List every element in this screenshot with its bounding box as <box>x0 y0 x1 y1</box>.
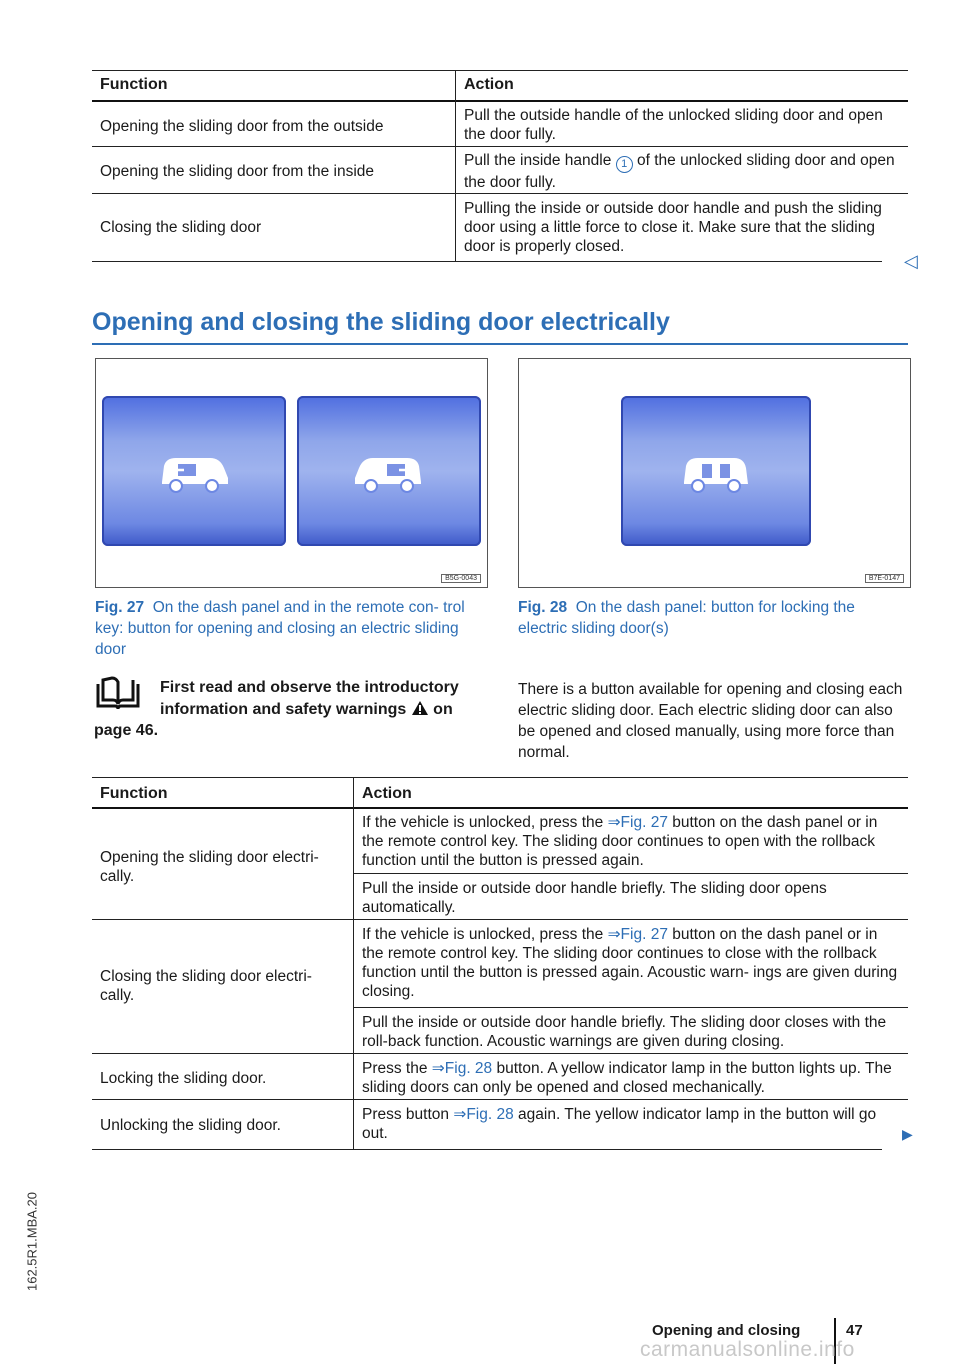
watermark: carmanualsonline.info <box>640 1338 855 1361</box>
page-number: 47 <box>846 1322 863 1339</box>
lock-sliding-door-button <box>621 396 811 546</box>
table2-open-function: Opening the sliding door electri- cally. <box>100 849 319 885</box>
table1-header-action: Action <box>464 76 514 93</box>
table1-row-rule <box>92 146 908 147</box>
table2-close-action-1 <box>362 925 902 1001</box>
table2-close-function: Closing the sliding door electri- cally. <box>100 968 312 1004</box>
notice-page-ref: page 46. <box>94 722 159 739</box>
fig28-caption <box>518 597 908 639</box>
section-title: Opening and closing the sliding door electrically <box>92 308 670 336</box>
table2-row-rule <box>92 919 908 920</box>
warning-triangle-icon <box>411 700 429 716</box>
table2-lock-action <box>362 1059 902 1097</box>
table2-open-action-1-b: button on the dash panel or in the remote control key. The sliding door continues to open with the rollback function until the button is pressed again. <box>362 814 878 869</box>
notice-line2-suffix: on <box>433 701 453 718</box>
fig28-link[interactable]: ⇒Fig. 28 <box>453 1106 514 1123</box>
table2-header-action: Action <box>362 785 412 802</box>
table2-open-action-2: Pull the inside or outside door handle briefly. The sliding door opens automatically. <box>362 880 827 916</box>
fig27-link[interactable]: ⇒Fig. 27 <box>607 926 668 943</box>
open-sliding-door-button-right <box>297 396 481 546</box>
intro-paragraph: There is a button available for opening and closing each electric sliding door. Each electric sliding door can also be opened and closed manually, using more force than normal. <box>518 681 903 761</box>
table1-row2-action-b: of the unlocked sliding door and open the door fully. <box>464 152 895 191</box>
footer-section-title: Opening and closing <box>652 1322 801 1339</box>
fig27-caption-text: On the dash panel and in the remote con- trol key: button for opening and closing an electric sliding door <box>95 599 465 658</box>
fig27-image <box>95 358 488 588</box>
table2-subrow-rule <box>353 1007 908 1008</box>
table1-row1-function: Opening the sliding door from the outside <box>100 118 384 135</box>
table2-subrow-rule <box>353 873 908 874</box>
table2-close-action-1-a: If the vehicle is unlocked, press the <box>362 926 604 943</box>
table2-header-rule <box>92 807 908 809</box>
table2-open-action-1-a: If the vehicle is unlocked, press the <box>362 814 604 831</box>
table2-close-action-1-b: button on the dash panel or in the remote control key. The sliding door continues to close with the rollback function until the button is pressed again. Acoustic warn- ings are given during closing. <box>362 926 898 1000</box>
table1-header-rule <box>92 100 908 102</box>
table2-unlock-action <box>362 1105 902 1143</box>
fig27-label: Fig. 27 <box>95 599 145 616</box>
table2-row-rule <box>92 1053 908 1054</box>
notice-line1: First read and observe the introductory <box>160 679 459 696</box>
fig27-code: B5G-0043 <box>441 574 481 583</box>
van-lock-icon <box>676 448 756 498</box>
fig28-label: Fig. 28 <box>518 599 568 616</box>
table1-row2-action <box>464 151 904 192</box>
table2-unlock-action-b: again. The yellow indicator lamp in the button will go out. <box>362 1106 877 1142</box>
table2-top-rule <box>92 777 908 778</box>
table1-top-rule <box>92 70 908 71</box>
table2-open-action-1 <box>362 813 902 870</box>
open-sliding-door-button-left <box>102 396 286 546</box>
table1-divider <box>455 70 456 262</box>
book-icon <box>94 676 142 710</box>
fig28-code: B7E-0147 <box>865 574 904 583</box>
notice-line2-text: information and safety warnings <box>160 701 407 718</box>
table2-close-action-2: Pull the inside or outside door handle briefly. The sliding door closes with the roll-back function. Acoustic warnings are given during closing. <box>362 1014 887 1050</box>
table2-bottom-rule <box>92 1149 882 1150</box>
fig28-image <box>518 358 911 588</box>
handle-marker-1: 1 <box>616 156 633 173</box>
table2-unlock-action-a: Press button <box>362 1106 450 1123</box>
table1-row-rule <box>92 193 908 194</box>
van-sliding-door-right-icon <box>349 448 429 498</box>
fig28-link[interactable]: ⇒Fig. 28 <box>431 1060 493 1077</box>
table1-row2-action-a: Pull the inside handle <box>464 152 616 169</box>
table1-row3-function: Closing the sliding door <box>100 219 262 236</box>
table1-row2-function: Opening the sliding door from the inside <box>100 163 374 180</box>
table2-unlock-function: Unlocking the sliding door. <box>100 1117 281 1134</box>
table2-lock-function: Locking the sliding door. <box>100 1070 267 1087</box>
end-of-section-mark: ◁ <box>904 251 918 271</box>
notice-line2 <box>160 700 453 719</box>
fig28-caption-text: On the dash panel: button for locking the electric sliding door(s) <box>518 599 855 637</box>
table1-header-function: Function <box>100 76 168 93</box>
fig27-link[interactable]: ⇒Fig. 27 <box>607 814 668 831</box>
table1-bottom-rule <box>92 261 882 262</box>
van-sliding-door-left-icon <box>154 448 234 498</box>
table2-lock-action-a: Press the <box>362 1060 428 1077</box>
document-code: 162.5R1.MBA.20 <box>24 1192 40 1292</box>
table2-divider <box>353 777 354 1150</box>
section-title-rule <box>92 343 908 345</box>
table2-row-rule <box>92 1099 908 1100</box>
table1-row1-action: Pull the outside handle of the unlocked sliding door and open the door fully. <box>464 107 883 143</box>
fig27-caption <box>95 597 490 660</box>
table2-header-function: Function <box>100 785 168 802</box>
table2-lock-action-b: button. A yellow indicator lamp in the button lights up. The sliding doors can only be opened and closed mechanically. <box>362 1060 892 1096</box>
continue-mark: ▶ <box>902 1126 913 1142</box>
table1-row3-action: Pulling the inside or outside door handle and push the sliding door using a little force to close it. Make sure that the sliding door is properly closed. <box>464 200 882 255</box>
